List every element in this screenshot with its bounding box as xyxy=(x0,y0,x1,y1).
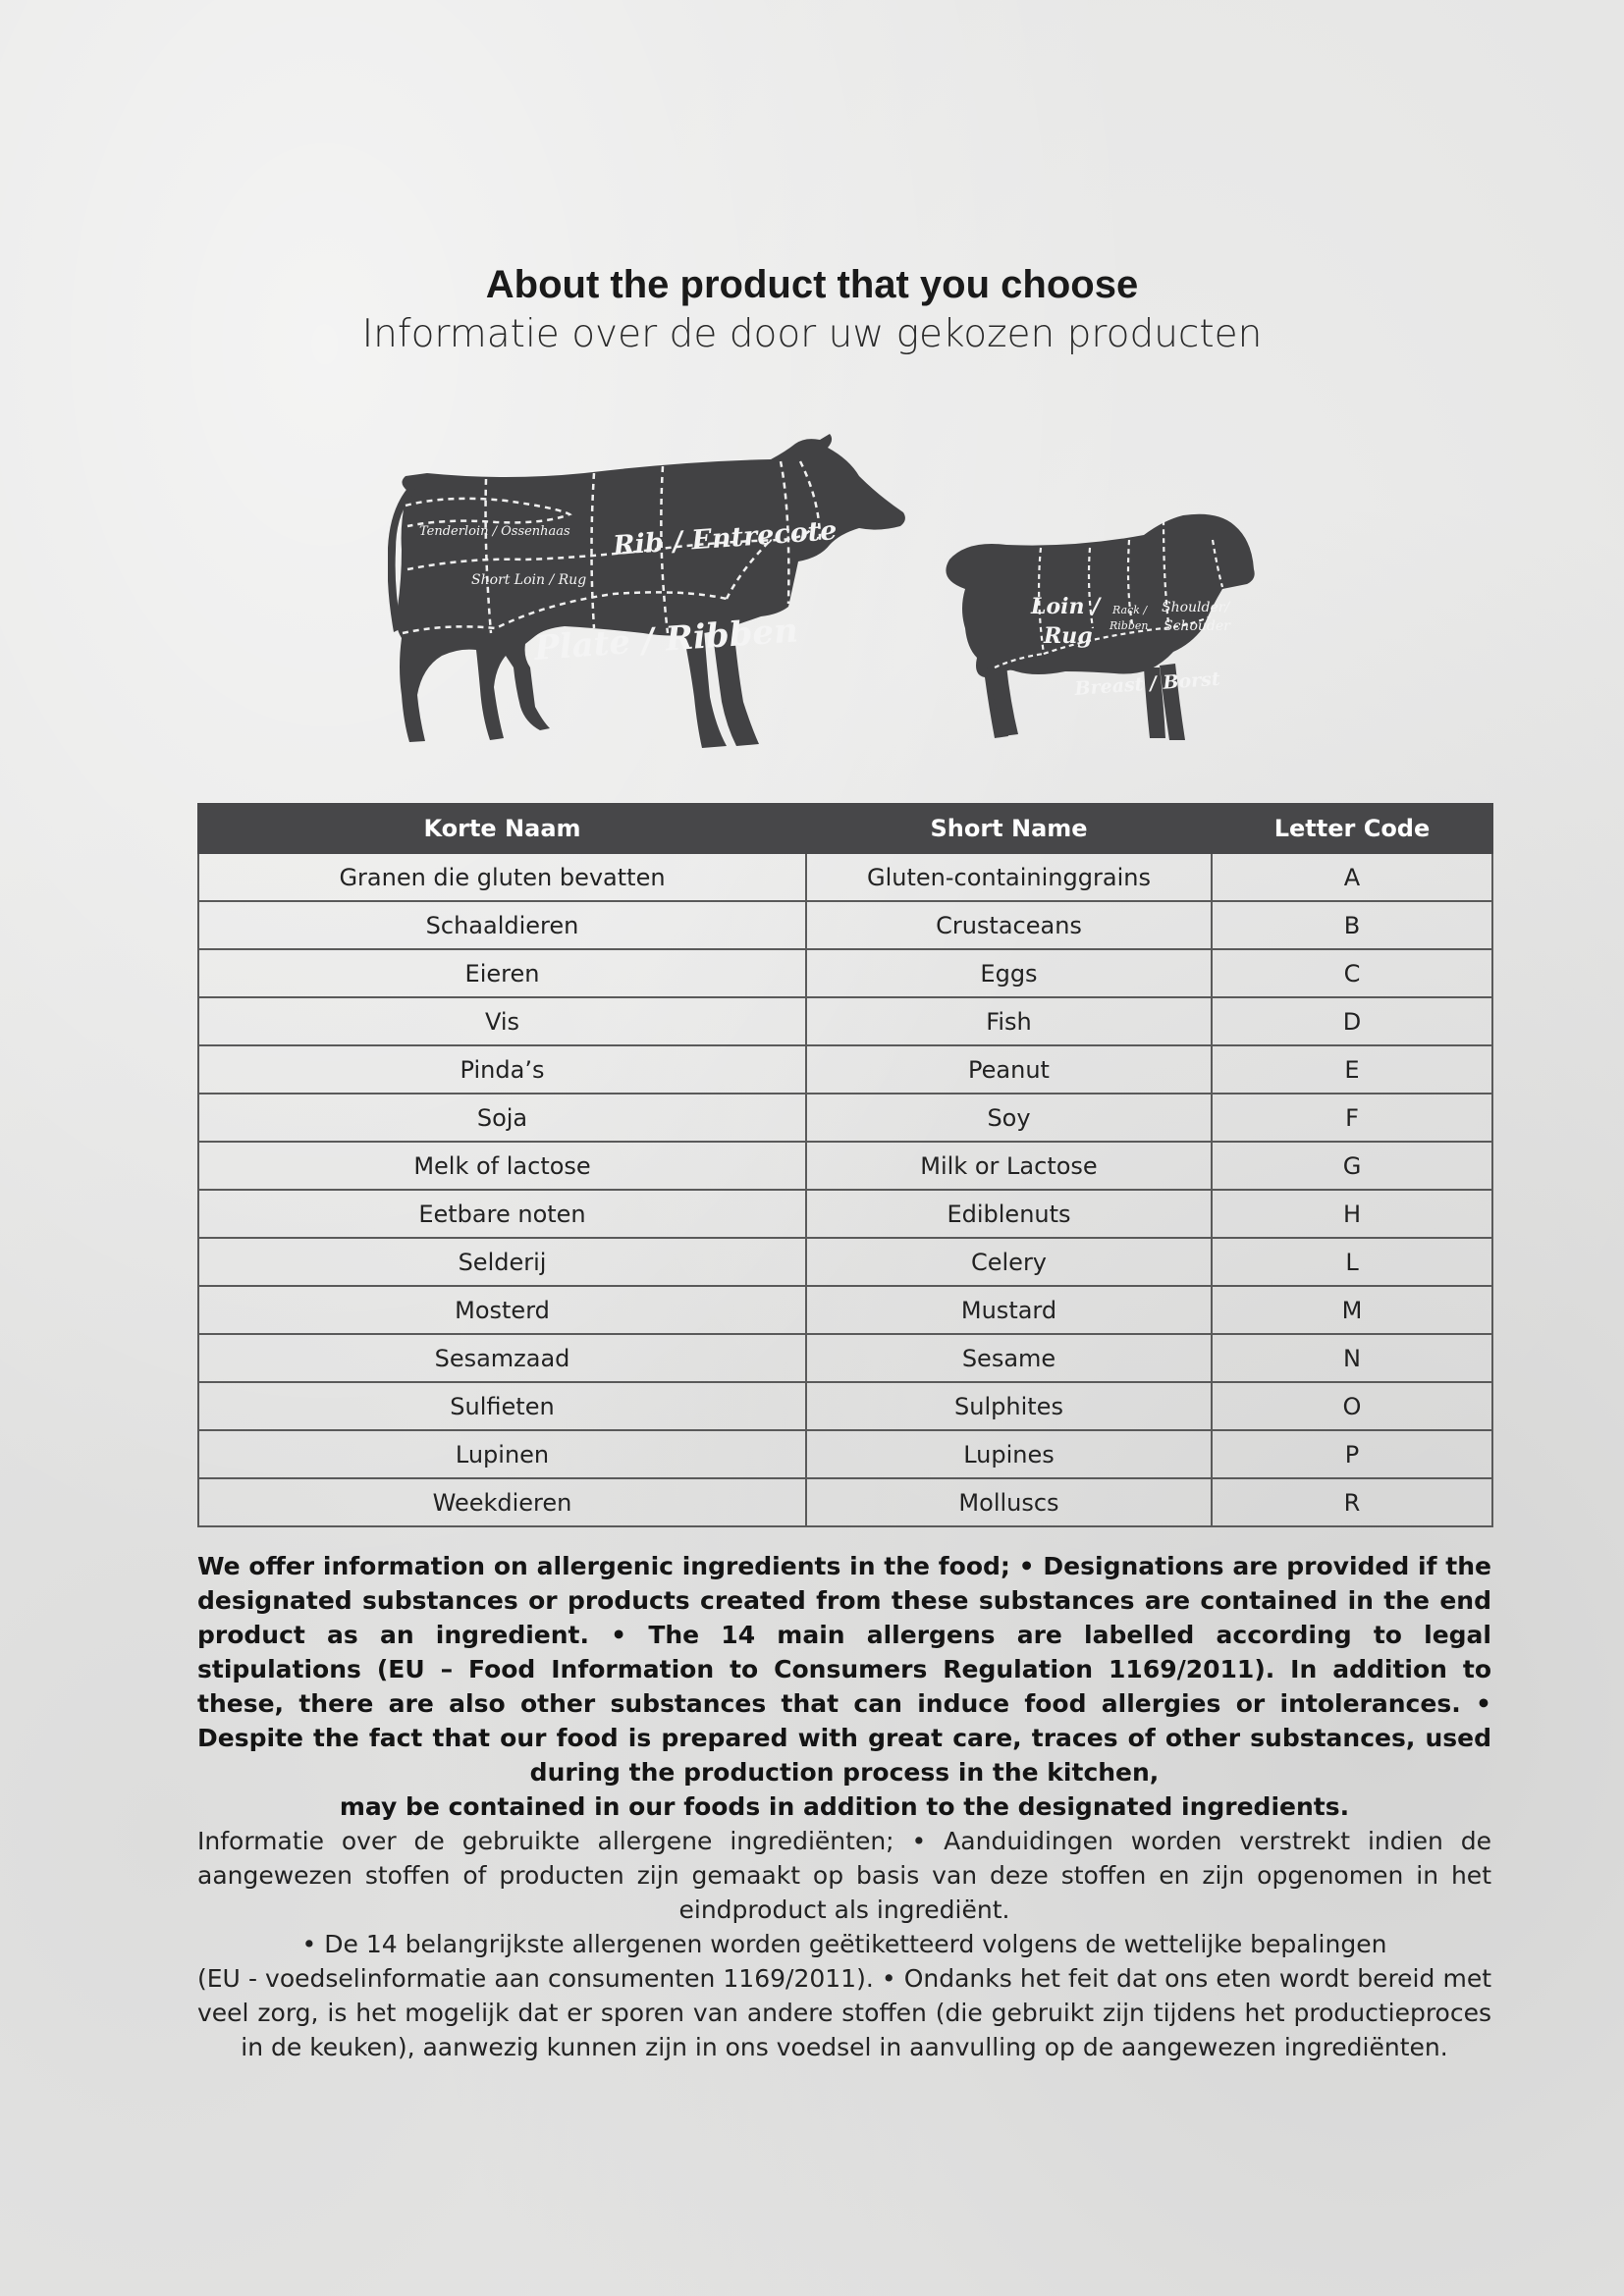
dutch-name-cell: Melk of lactose xyxy=(198,1142,806,1190)
letter-code-cell: D xyxy=(1212,997,1492,1045)
table-row xyxy=(198,1238,1492,1286)
letter-code-cell: F xyxy=(1212,1094,1492,1142)
letter-code-cell: L xyxy=(1212,1238,1492,1286)
table-row xyxy=(198,1045,1492,1094)
letter-code-cell: H xyxy=(1212,1190,1492,1238)
page-subtitle: Informatie over de door uw gekozen producten xyxy=(361,312,1263,356)
english-paragraph-end: may be contained in our foods in addition to the designated ingredients. xyxy=(339,1792,1350,1821)
letter-code-cell: B xyxy=(1212,901,1492,949)
table-row xyxy=(198,901,1492,949)
table-row xyxy=(198,1190,1492,1238)
english-name-cell: Milk or Lactose xyxy=(806,1142,1212,1190)
letter-code-cell: A xyxy=(1212,853,1492,901)
cow-silhouette xyxy=(388,434,905,748)
dutch-paragraph-part-2: • De 14 belangrijkste allergenen worden geëtiketteerd volgens de wettelijke bepalingen xyxy=(301,1930,1387,1958)
english-name-cell: Ediblenuts xyxy=(806,1190,1212,1238)
meat-cuts-illustration xyxy=(388,432,1311,805)
english-name-cell: Mustard xyxy=(806,1286,1212,1334)
dutch-name-cell: Pinda’s xyxy=(198,1045,806,1094)
dutch-name-cell: Sesamzaad xyxy=(198,1334,806,1382)
letter-code-cell: P xyxy=(1212,1430,1492,1478)
letter-code-cell: O xyxy=(1212,1382,1492,1430)
allergen-info-dutch xyxy=(197,1824,1491,2064)
dutch-name-cell: Mosterd xyxy=(198,1286,806,1334)
cut-label-loin-2: Rug xyxy=(1044,623,1093,649)
dutch-paragraph-part-1: Informatie over de gebruikte allergene ingrediënten; • Aanduidingen worden verstrekt indien de aangewezen stoffen of producten zijn gemaakt op basis van deze stoffen en zijn opgenomen in het eindproduct als ingrediënt. xyxy=(197,1827,1491,1924)
dutch-name-cell: Schaaldieren xyxy=(198,901,806,949)
allergen-info-english xyxy=(197,1549,1491,1824)
cut-label-shoulder-2: Schouder xyxy=(1164,618,1230,634)
cut-label-breast: Breast / Borst xyxy=(1073,667,1221,700)
english-name-cell: Celery xyxy=(806,1238,1212,1286)
dutch-name-cell: Lupinen xyxy=(198,1430,806,1478)
table-row xyxy=(198,997,1492,1045)
cut-label-rack-1: Rack / xyxy=(1112,604,1148,616)
english-name-cell: Molluscs xyxy=(806,1478,1212,1526)
header-letter-code: Letter Code xyxy=(1212,804,1492,853)
table-row xyxy=(198,949,1492,997)
table-row xyxy=(198,1334,1492,1382)
header-korte-naam: Korte Naam xyxy=(198,804,806,853)
dutch-name-cell: Weekdieren xyxy=(198,1478,806,1526)
allergen-table xyxy=(197,803,1493,1527)
table-row xyxy=(198,1430,1492,1478)
dutch-name-cell: Vis xyxy=(198,997,806,1045)
english-name-cell: Fish xyxy=(806,997,1212,1045)
table-row xyxy=(198,1286,1492,1334)
dutch-name-cell: Eetbare noten xyxy=(198,1190,806,1238)
cut-label-rib: Rib / Entrecote xyxy=(612,515,839,561)
dutch-name-cell: Selderij xyxy=(198,1238,806,1286)
table-row xyxy=(198,853,1492,901)
table-row xyxy=(198,1094,1492,1142)
english-name-cell: Sulphites xyxy=(806,1382,1212,1430)
cut-label-shoulder-1: Shoulder/ xyxy=(1162,600,1230,615)
letter-code-cell: E xyxy=(1212,1045,1492,1094)
dutch-name-cell: Eieren xyxy=(198,949,806,997)
table-row xyxy=(198,1478,1492,1526)
dutch-name-cell: Soja xyxy=(198,1094,806,1142)
letter-code-cell: G xyxy=(1212,1142,1492,1190)
english-name-cell: Eggs xyxy=(806,949,1212,997)
table-row xyxy=(198,1382,1492,1430)
letter-code-cell: C xyxy=(1212,949,1492,997)
letter-code-cell: N xyxy=(1212,1334,1492,1382)
cut-label-rack-2: Ribben xyxy=(1110,619,1149,632)
dutch-paragraph-part-3: (EU - voedselinformatie aan consumenten 1169/2011). • Ondanks het feit dat ons eten wordt bereid met veel zorg, is het mogelijk dat er sporen van andere stoffen (die gebruikt zijn tijdens het productieproces in de keuken), aanwezig kunnen zijn in ons voedsel in aanvulling op de aangewezen ingrediënten. xyxy=(197,1964,1491,2061)
letter-code-cell: R xyxy=(1212,1478,1492,1526)
cut-label-plate: Plate / Ribben xyxy=(532,611,799,668)
english-name-cell: Sesame xyxy=(806,1334,1212,1382)
letter-code-cell: M xyxy=(1212,1286,1492,1334)
cut-label-loin-1: Loin / xyxy=(1031,594,1101,619)
cut-label-tenderloin: Tenderloin / Ossenhaas xyxy=(419,524,570,539)
page-title: About the product that you choose xyxy=(485,263,1139,306)
dutch-name-cell: Sulfieten xyxy=(198,1382,806,1430)
dutch-name-cell: Granen die gluten bevatten xyxy=(198,853,806,901)
cut-label-short-loin: Short Loin / Rug xyxy=(471,572,587,588)
english-name-cell: Gluten-containinggrains xyxy=(806,853,1212,901)
english-name-cell: Peanut xyxy=(806,1045,1212,1094)
english-name-cell: Soy xyxy=(806,1094,1212,1142)
english-name-cell: Lupines xyxy=(806,1430,1212,1478)
table-header-row xyxy=(198,804,1492,853)
table-row xyxy=(198,1142,1492,1190)
english-paragraph-body: We offer information on allergenic ingredients in the food; • Designations are provided if the designated substances or products created from these substances are contained in the end product as an ingredient. • The 14 main allergens are labelled according to legal stipulations (EU – Food Information to Consumers Regulation 1169/2011). In addition to these, there are also other substances that can induce food allergies or intolerances. • Despite the fact that our food is prepared with great care, traces of other substances, used during the production process in the kitchen, xyxy=(197,1552,1491,1787)
english-name-cell: Crustaceans xyxy=(806,901,1212,949)
header-short-name: Short Name xyxy=(806,804,1212,853)
